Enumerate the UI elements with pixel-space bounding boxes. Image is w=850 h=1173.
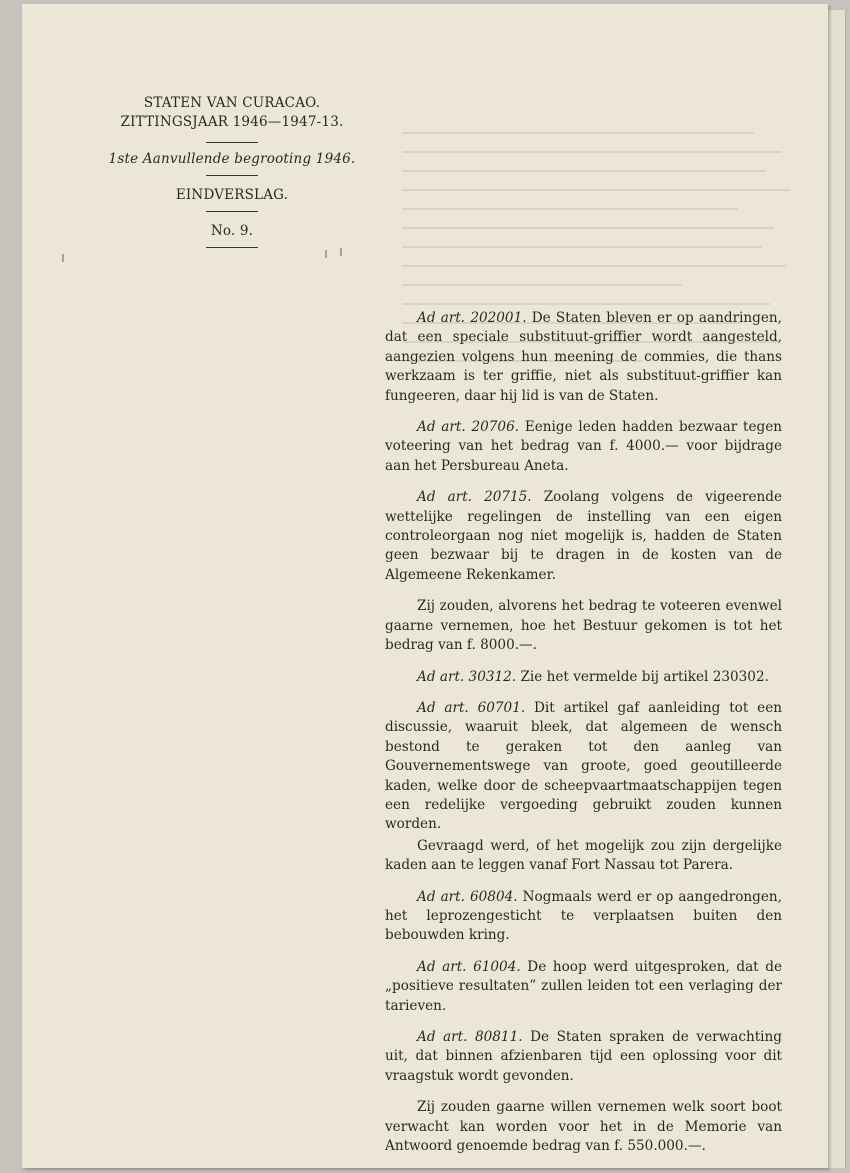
article-reference: Ad art. 61004.: [417, 958, 521, 975]
divider: [206, 175, 258, 176]
paragraph: [385, 1098, 782, 1156]
paragraph-text: Zoolang volgens de vigeerende wettelijke regelingen de instelling van een eigen controleorgaan nog niet mogelijk is, hadden de Staten geen bezwaar bij te dragen in de kosten van de Algemeene Rekenkamer.: [385, 489, 782, 583]
divider: [206, 211, 258, 212]
divider: [206, 142, 258, 143]
paragraph: [385, 597, 782, 655]
document-header: [92, 94, 372, 255]
article-reference: Ad art. 60701.: [417, 699, 526, 716]
paragraph: [385, 837, 782, 876]
article-reference: Ad art. 20706.: [417, 419, 520, 436]
article-reference: Ad art. 20715.: [417, 489, 532, 506]
paragraph-text: Zij zouden gaarne willen vernemen welk soort boot verwacht kan worden voor het in de Memorie van Antwoord genoemde bedrag van f. 550.000.—.: [385, 1099, 782, 1155]
article-reference: Ad art. 202001.: [417, 310, 527, 326]
paragraph-text: De Staten spraken de verwachting uit, dat binnen afzienbaren tijd een oplossing voor dit vraagstuk wordt gevonden.: [385, 1029, 782, 1084]
paragraph-text: Dit artikel gaf aanleiding tot een discussie, waaruit bleek, dat algemeen de wensch bestond te geraken tot den aanleg van Gouvernementswege van groote, goed geoutilleerde kaden, welke door de scheepvaartmaatschappijen tegen een redelijke vergoeding gebruikt zouden kunnen worden.: [385, 699, 782, 833]
paragraph: [385, 418, 782, 476]
report-body: [385, 309, 782, 1156]
article-reference: Ad art. 60804.: [417, 888, 518, 905]
session-year: ZITTINGSJAAR 1946—1947-13.: [120, 114, 344, 130]
paragraph: [385, 888, 782, 946]
article-reference: Ad art. 30312.: [417, 668, 517, 685]
paragraph-text: Eenige leden hadden bezwaar tegen voteering van het bedrag van f. 4000.— voor bijdrage aan het Persbureau Aneta.: [385, 419, 782, 474]
paragraph-text: De Staten bleven er op aandringen, dat een speciale substituut-griffier wordt aangesteld, aangezien volgens hun meening de commies, die thans werkzaam is ter griffie, niet als substituut-griffier kan fungeeren, daar hij lid is van de Staten.: [385, 310, 782, 404]
paragraph: [385, 699, 782, 835]
article-reference: Ad art. 80811.: [417, 1029, 523, 1045]
paragraph-text: Zie het vermelde bij artikel 230302.: [516, 668, 769, 685]
paragraph: [385, 958, 782, 1016]
divider: [206, 247, 258, 248]
paragraph-text: Nogmaals werd er op aangedrongen, het leprozengesticht te verplaatsen buiten den bebouwden kring.: [385, 888, 782, 944]
ink-mark: [62, 254, 64, 262]
assembly-name: STATEN VAN CURACAO.: [143, 95, 321, 111]
paragraph-text: Gevraagd werd, of het mogelijk zou zijn dergelijke kaden aan te leggen vanaf Fort Nassau tot Parera.: [385, 837, 782, 874]
paragraph: [385, 668, 782, 687]
budget-subtitle: 1ste Aanvullende begrooting 1946.: [108, 151, 356, 167]
report-title: EINDVERSLAG.: [175, 187, 289, 203]
paragraph: [385, 309, 782, 406]
paragraph-text: Zij zouden, alvorens het bedrag te voteeren evenwel gaarne vernemen, hoe het Bestuur gekomen is tot het bedrag van f. 8000.—.: [385, 598, 782, 654]
document-page: [22, 4, 828, 1168]
report-number: No. 9.: [210, 223, 254, 239]
paragraph: [385, 488, 782, 585]
paragraph-text: De hoop werd uitgesproken, dat de „positieve resultaten” zullen leiden tot een verlaging der tarieven.: [385, 958, 782, 1014]
paragraph: [385, 1028, 782, 1086]
